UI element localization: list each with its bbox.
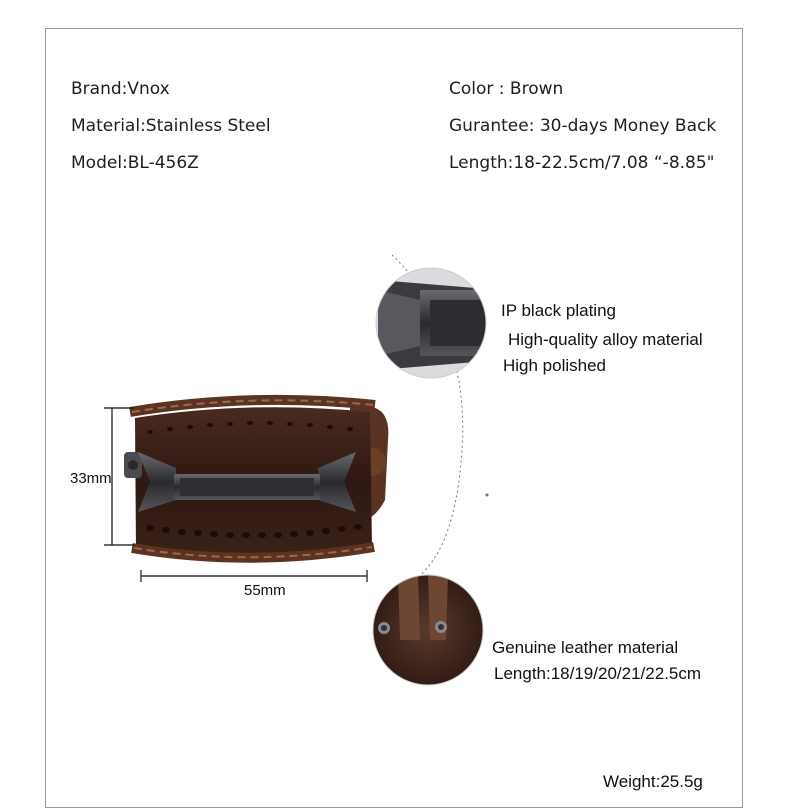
spec-color: Color : Brown [449,79,564,99]
weight-label: Weight:25.5g [603,772,703,791]
callout-high-polished: High polished [503,356,607,375]
spec-model: Model:BL-456Z [71,153,199,173]
spec-material: Material:Stainless Steel [71,116,271,136]
spec-brand: Brand:Vnox [71,79,170,99]
callout-alloy-material: High-quality alloy material [508,330,703,349]
width-dimension-line [141,570,367,582]
callout-length-sizes: Length:18/19/20/21/22.5cm [494,664,701,683]
bracelet-image [124,400,388,558]
spec-guarantee: Gurantee: 30-days Money Back [449,116,717,136]
spec-length: Length:18-22.5cm/7.08 “-8.85" [449,153,715,173]
callout-ip-black-plating: IP black plating [501,301,616,320]
leather-zoom-image [373,575,483,685]
height-dimension-label: 33mm [70,470,112,487]
callout-genuine-leather: Genuine leather material [492,638,679,657]
width-dimension-label: 55mm [244,582,286,599]
connector-dot [486,494,489,497]
